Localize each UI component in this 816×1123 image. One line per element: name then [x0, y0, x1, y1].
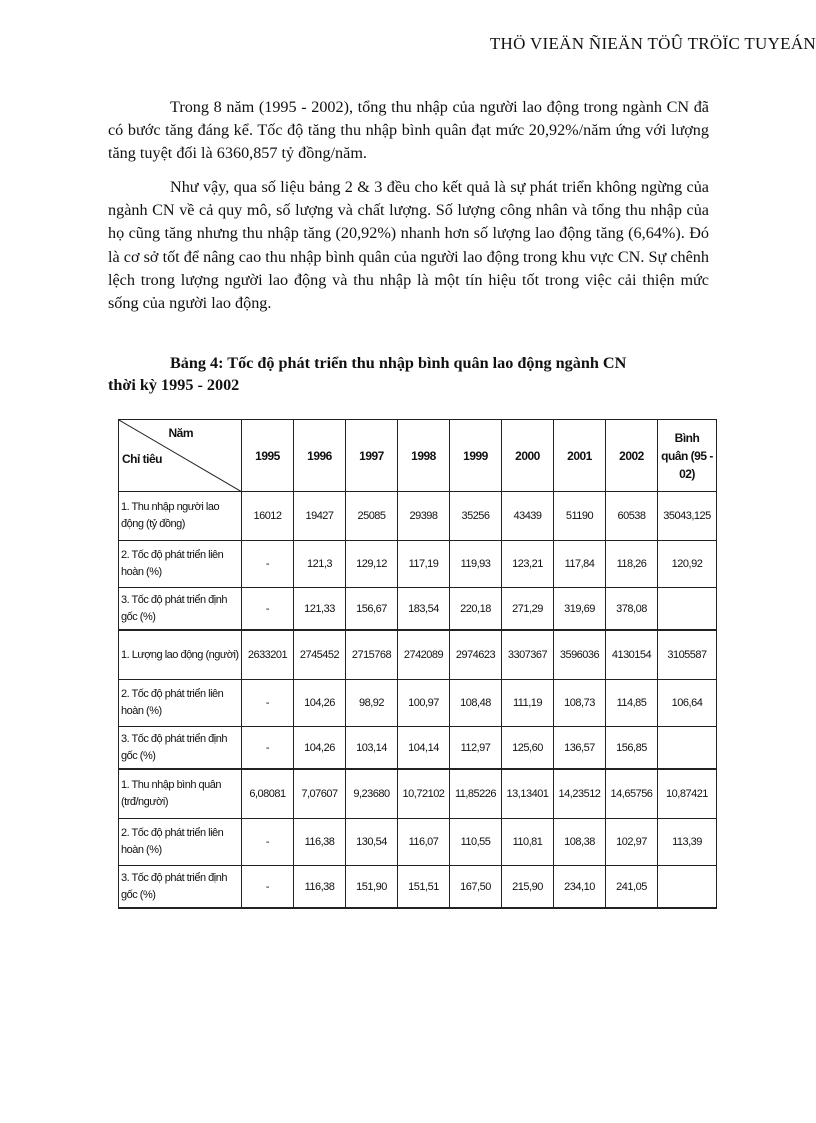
table-cell: 125,60 — [502, 727, 554, 770]
table-cell — [658, 866, 717, 909]
table-cell: 106,64 — [658, 680, 717, 727]
table-cell: 3307367 — [502, 630, 554, 680]
table-cell: 108,48 — [450, 680, 502, 727]
table-cell: 112,97 — [450, 727, 502, 770]
col-header: 1997 — [346, 420, 398, 492]
col-header: 1995 — [242, 420, 294, 492]
col-header: 1999 — [450, 420, 502, 492]
table-cell: - — [242, 819, 294, 866]
table-cell: 121,33 — [294, 588, 346, 631]
table-cell: 151,90 — [346, 866, 398, 909]
table-cell: 117,84 — [554, 541, 606, 588]
table-cell: 103,14 — [346, 727, 398, 770]
row-label: 3. Tốc độ phát triển định gốc (%) — [119, 727, 242, 770]
table-cell: 10,87421 — [658, 769, 717, 819]
table-cell: 3105587 — [658, 630, 717, 680]
table-cell: 60538 — [606, 492, 658, 541]
table-cell: 2974623 — [450, 630, 502, 680]
row-label: 2. Tốc độ phát triển liên hoàn (%) — [119, 541, 242, 588]
table-cell: 35043,125 — [658, 492, 717, 541]
table-cell: 98,92 — [346, 680, 398, 727]
table-cell: 2742089 — [398, 630, 450, 680]
table-row — [119, 866, 717, 909]
corner-year-label: Năm — [168, 426, 193, 440]
table-cell — [658, 588, 717, 631]
table-cell: 2715768 — [346, 630, 398, 680]
table-cell: 10,72102 — [398, 769, 450, 819]
paragraph-2 — [108, 176, 709, 315]
table-row — [119, 769, 717, 819]
table-cell: 14,23512 — [554, 769, 606, 819]
table-cell: 156,67 — [346, 588, 398, 631]
table-cell: 6,08081 — [242, 769, 294, 819]
table-cell: 102,97 — [606, 819, 658, 866]
table-cell: 13,13401 — [502, 769, 554, 819]
table-cell: 25085 — [346, 492, 398, 541]
col-header: 2000 — [502, 420, 554, 492]
col-header: 1996 — [294, 420, 346, 492]
table-row — [119, 492, 717, 541]
table-cell: 108,38 — [554, 819, 606, 866]
data-table — [118, 419, 717, 909]
table-cell: 43439 — [502, 492, 554, 541]
row-label: 2. Tốc độ phát triển liên hoàn (%) — [119, 680, 242, 727]
page-header: THÖ VIEÄN ÑIEÄN TÖÛ TRÖÏC TUYEÁN — [489, 34, 816, 53]
table-cell: 120,92 — [658, 541, 717, 588]
table-cell: 241,05 — [606, 866, 658, 909]
table-cell: 104,26 — [294, 727, 346, 770]
table-cell: 123,21 — [502, 541, 554, 588]
table-cell: 215,90 — [502, 866, 554, 909]
table-row — [119, 630, 717, 680]
col-header: Bình quân (95 - 02) — [658, 420, 717, 492]
table-row — [119, 541, 717, 588]
table-cell: - — [242, 680, 294, 727]
row-label: 1. Thu nhập người lao động (tỷ đồng) — [119, 492, 242, 541]
table-row — [119, 588, 717, 631]
table-cell: 100,97 — [398, 680, 450, 727]
table-cell: 119,93 — [450, 541, 502, 588]
table-cell: 121,3 — [294, 541, 346, 588]
table-cell: - — [242, 588, 294, 631]
paragraph-1-text: Trong 8 năm (1995 - 2002), tổng thu nhập của người lao động trong ngành CN đã có bước tăng đáng kể. Tốc độ tăng thu nhập bình quân đạt mức 20,92%/năm ứng với lượng tăng tuyệt đối là 6360,857 tỷ đồng/năm. — [108, 98, 709, 163]
table-cell: 136,57 — [554, 727, 606, 770]
table-cell: 220,18 — [450, 588, 502, 631]
table-cell: 151,51 — [398, 866, 450, 909]
table-cell: 129,12 — [346, 541, 398, 588]
table-cell: - — [242, 541, 294, 588]
table-row — [119, 680, 717, 727]
row-label: 1. Thu nhập bình quân (trđ/người) — [119, 769, 242, 819]
table-row — [119, 819, 717, 866]
table-cell: 114,85 — [606, 680, 658, 727]
paragraph-2-text: Như vậy, qua số liệu bảng 2 & 3 đều cho kết quả là sự phát triển không ngừng của ngành CN về cả quy mô, số lượng và chất lượng. Số lượng công nhân và tổng thu nhập của họ cũng tăng nhưng thu nhập tăng (20,92%) nhanh hơn số lượng lao động tăng (6,64%). Đó là cơ sở tốt để nâng cao thu nhập bình quân của người lao động trong khu vực CN. Sự chênh lệch trong lượng người lao động và thu nhập là một tín hiệu tốt trong việc cải thiện mức sống của người lao động. — [108, 178, 709, 313]
table-cell: 9,23680 — [346, 769, 398, 819]
table-cell: 4130154 — [606, 630, 658, 680]
corner-cell — [119, 420, 242, 492]
table-cell: 104,14 — [398, 727, 450, 770]
table-cell: 118,26 — [606, 541, 658, 588]
table-cell: 7,07607 — [294, 769, 346, 819]
table-cell: 130,54 — [346, 819, 398, 866]
table-cell: 14,65756 — [606, 769, 658, 819]
table-cell: 19427 — [294, 492, 346, 541]
table-header-row — [119, 420, 717, 492]
table-cell: 116,38 — [294, 819, 346, 866]
table-cell: 110,55 — [450, 819, 502, 866]
corner-indicator-label: Chỉ tiêu — [122, 452, 162, 466]
table-cell: 183,54 — [398, 588, 450, 631]
row-label: 2. Tốc độ phát triển liên hoàn (%) — [119, 819, 242, 866]
table-cell: 234,10 — [554, 866, 606, 909]
table-cell: 108,73 — [554, 680, 606, 727]
table-cell: 16012 — [242, 492, 294, 541]
table-cell: 378,08 — [606, 588, 658, 631]
caption-line-1: Bảng 4: Tốc độ phát triển thu nhập bình quân lao động ngành CN — [170, 354, 627, 372]
paragraph-1 — [108, 96, 709, 166]
table-cell: 51190 — [554, 492, 606, 541]
table-cell: 167,50 — [450, 866, 502, 909]
table-cell: 113,39 — [658, 819, 717, 866]
table-cell: 11,85226 — [450, 769, 502, 819]
table-caption — [108, 352, 709, 396]
table-cell: 319,69 — [554, 588, 606, 631]
table-cell: - — [242, 866, 294, 909]
row-label: 3. Tốc độ phát triển định gốc (%) — [119, 866, 242, 909]
table-cell: 116,38 — [294, 866, 346, 909]
table-cell: 271,29 — [502, 588, 554, 631]
table-cell: - — [242, 727, 294, 770]
row-label: 1. Lượng lao động (người) — [119, 630, 242, 680]
table-cell: 3596036 — [554, 630, 606, 680]
table-cell: 104,26 — [294, 680, 346, 727]
table-cell: 29398 — [398, 492, 450, 541]
col-header: 2001 — [554, 420, 606, 492]
caption-line-2: thời kỳ 1995 - 2002 — [108, 376, 240, 394]
table-cell: 116,07 — [398, 819, 450, 866]
col-header: 1998 — [398, 420, 450, 492]
row-label: 3. Tốc độ phát triển định gốc (%) — [119, 588, 242, 631]
col-header: 2002 — [606, 420, 658, 492]
table-cell: 111,19 — [502, 680, 554, 727]
table-cell: 2745452 — [294, 630, 346, 680]
table-cell — [658, 727, 717, 770]
table-cell: 110,81 — [502, 819, 554, 866]
table-cell: 2633201 — [242, 630, 294, 680]
table-row — [119, 727, 717, 770]
table-cell: 156,85 — [606, 727, 658, 770]
table-cell: 35256 — [450, 492, 502, 541]
table-cell: 117,19 — [398, 541, 450, 588]
